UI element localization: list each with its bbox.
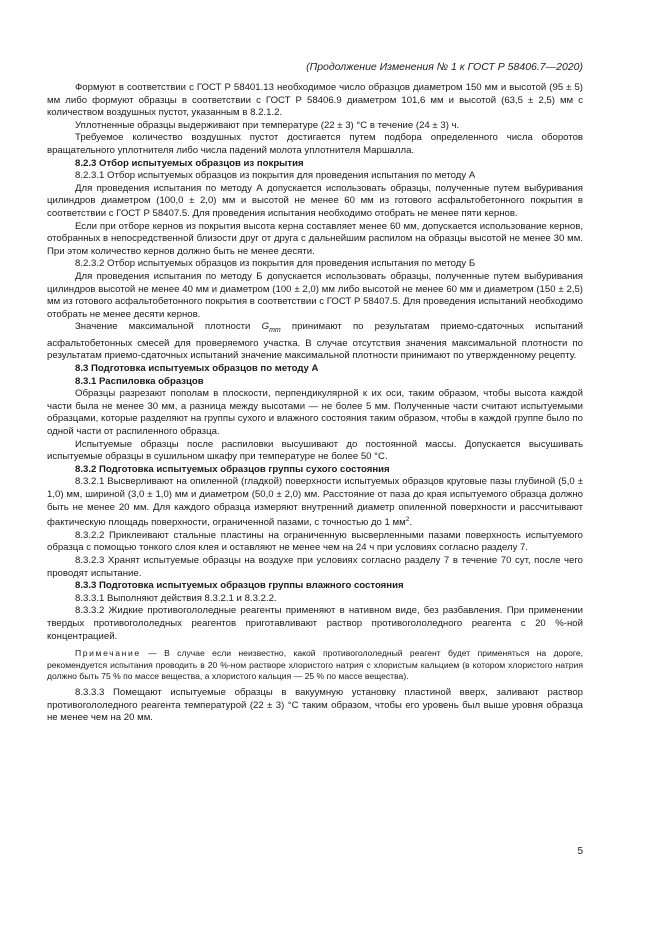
note — [47, 648, 583, 683]
section-heading: 8.2.3 Отбор испытуемых образцов из покрытия — [75, 157, 304, 169]
paragraph: Уплотненные образцы выдерживают при температуре (22 ± 3) °С в течение (24 ± 3) ч. — [75, 119, 460, 131]
paragraph: Образцы разрезают пополам в плоскости, перпендикулярной к их оси, таким образом, чтобы высота каждой части была не менее 30 мм, а разница между высотами — не более 5 мм. Полученные части считают испытуемыми образцами, которые разделяют на группы сухого и влажного состояния таким образом, чтобы в каждой группе было по одной части от распиленного образца. — [47, 388, 583, 437]
paragraph: 8.2.3.1 Отбор испытуемых образцов из покрытия для проведения испытания по методу А — [75, 170, 476, 182]
note-text: — В случае если неизвестно, какой противогололедный реагент будет применяться на дороге, рекомендуется испытания проводить в 20 %-ном растворе хлористого натрия с хлористым кальцием (в котором хлористого натрия должно быть 75 % по массе вещества, а хлористого кальция — 25 % по массе вещества). — [47, 648, 583, 682]
paragraph: Требуемое количество воздушных пустот достигается путем подбора определенного числа оборотов вращательного уплотнителя либо числа падений молота уплотнителя Маршалла. — [47, 132, 583, 156]
density-paragraph — [47, 321, 583, 363]
page-header: (Продолжение Изменения № 1 к ГОСТ Р 58406.7—2020) — [306, 61, 583, 73]
paragraph: Формуют в соответствии с ГОСТ Р 58401.13 необходимое число образцов диаметром 150 мм и высотой (95 ± 5) мм либо формуют образцы в соответствии с ГОСТ Р 58406.9 диаметром 101,6 мм и высотой (63,5 ± 2,5) мм с количеством воздушных пустот, указанным в 8.2.1.2. — [47, 82, 583, 119]
paragraph: Для проведения испытания по методу А допускается использовать образцы, полученные путем выбуривания цилиндров диаметром (100,0 ± 2,0) мм и высотой не менее 60 мм из готового асфальтобетонного покрытия в соответствии с ГОСТ Р 58407.5. Для проведения испытания необходимо отобрать не менее пяти кернов. — [47, 182, 583, 219]
paragraph: Испытуемые образцы после распиловки высушивают до постоянной массы. Допускается высушивать испытуемые образцы в сушильном шкафу при температуре не более 50 °С. — [47, 438, 583, 463]
section-heading: 8.3 Подготовка испытуемых образцов по методу А — [75, 362, 319, 374]
page-content — [47, 82, 583, 725]
section-heading: 8.3.1 Распиловка образцов — [75, 375, 204, 387]
density-symbol: G — [261, 321, 270, 333]
paragraph: 8.2.3.2 Отбор испытуемых образцов из покрытия для проведения испытания по методу Б — [75, 258, 476, 270]
paragraph: 8.3.2.3 Хранят испытуемые образцы на воздухе при условиях согласно разделу 7 в течение 70 сут, после чего проводят испытание. — [47, 555, 583, 579]
density-subscript: mm — [269, 327, 281, 335]
note-label: Примечание — [75, 648, 141, 659]
section-heading: 8.3.3 Подготовка испытуемых образцов группы влажного состояния — [75, 580, 404, 592]
groove-end: . — [409, 517, 413, 529]
density-text-before: Значение максимальной плотности — [75, 321, 262, 333]
groove-paragraph — [47, 476, 583, 530]
density-text-after: принимают по результатам приемо-сдаточных испытаний асфальтобетонных смесей для проверяемого участка. В случае отсутствия значения максимальной плотности по результатам приемо-сдаточных испытаний значение максимальной плотности принимают по утвержденному рецепту. — [47, 321, 583, 362]
paragraph: 8.3.3.3 Помещают испытуемые образцы в вакуумную установку пластиной вверх, заливают раствор противогололедного реагента температурой (22 ± 3) °С таким образом, чтобы его уровень был выше уровня образца не менее чем на 20 мм. — [47, 687, 583, 724]
paragraph: 8.3.2.2 Приклеивают стальные пластины на ограниченную высверленными пазами поверхность испытуемого образца с помощью тонкого слоя клея и оставляют не менее чем на 24 ч при условиях согласно разделу 7. — [47, 529, 583, 554]
paragraph: 8.3.3.2 Жидкие противогололедные реагенты применяют в нативном виде, без разбавления. При применении твердых противогололедных реагентов приготавливают раствор противогололедного реагента с 20 %-ной концентрацией. — [47, 605, 583, 642]
page-number: 5 — [577, 846, 583, 857]
groove-text: 8.3.2.1 Высверливают на опиленной (гладкой) поверхности испытуемых образцов круговые пазы глубиной (5,0 ± 1,0) мм, шириной (3,0 ± 1,0) мм и диаметром (50,0 ± 2,0) мм. Расстояние от паза до края испытуемого образца должно быть не менее 20 мм. Для каждого образца измеряют внутренний диаметр опиленной поверхности и рассчитывают фактическую площадь поверхности, ограниченной пазами, с точностью до 1 мм — [47, 476, 583, 529]
paragraph: 8.3.3.1 Выполняют действия 8.3.2.1 и 8.3.2.2. — [75, 592, 277, 604]
section-heading: 8.3.2 Подготовка испытуемых образцов группы сухого состояния — [75, 463, 390, 475]
paragraph: Если при отборе кернов из покрытия высота керна составляет менее 60 мм, допускается использование кернов, отобранных в непосредственной близости друг от друга с дальнейшим распилом на образцы высотой не менее 30 мм. При этом количество кернов должно быть не менее десяти. — [47, 220, 583, 257]
paragraph: Для проведения испытания по методу Б допускается использовать образцы, полученные путем выбуривания цилиндров высотой не менее 40 мм и диаметром (100 ± 2,0) мм либо высотой не менее 60 мм и диаметром (150 ± 2,5) мм из готового асфальтобетонного покрытия в соответствии с ГОСТ Р 58407.5. Для проведения испытаний необходимо отобрать не менее десяти кернов. — [47, 270, 583, 320]
groove-sup: 2 — [405, 516, 410, 524]
